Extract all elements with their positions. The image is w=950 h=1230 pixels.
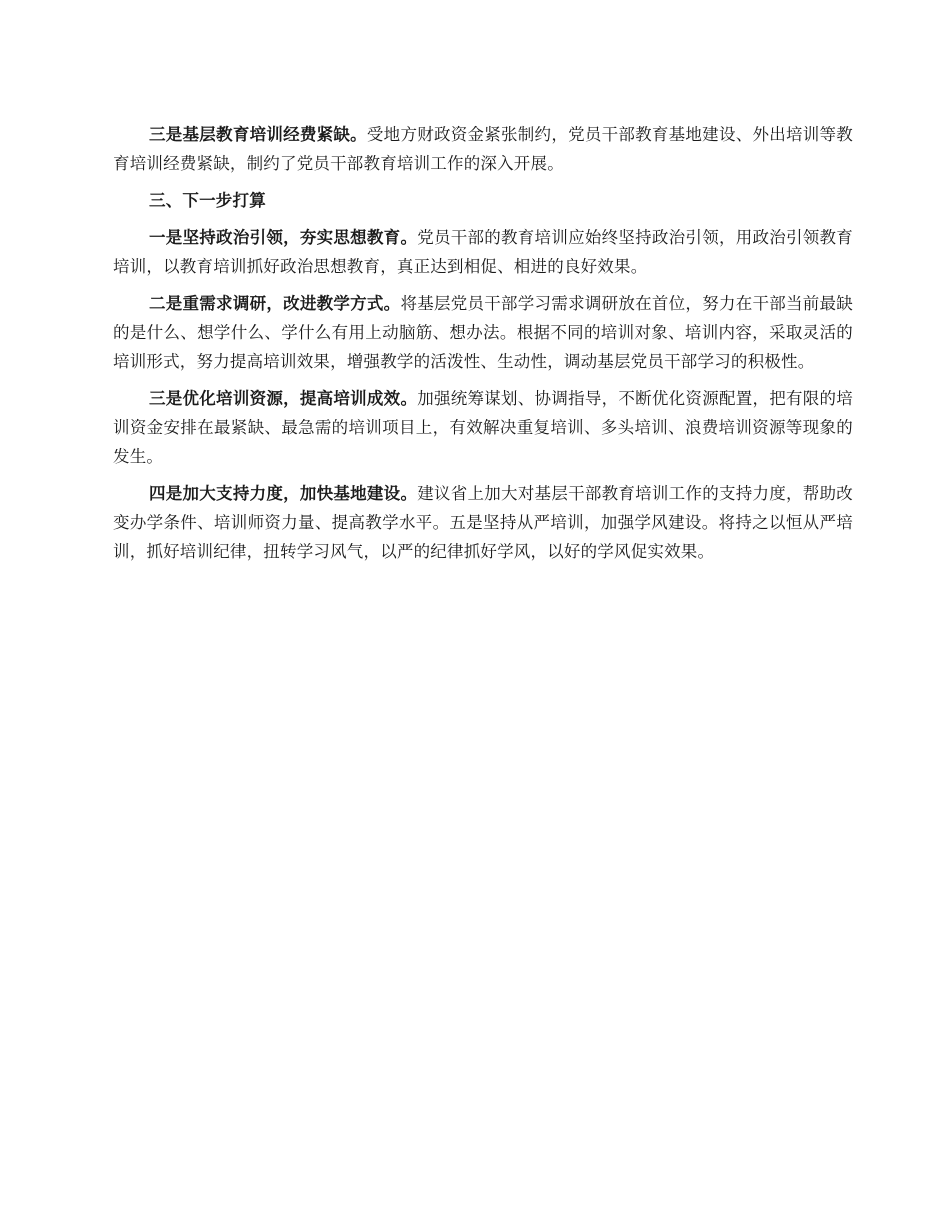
paragraph-text: 建议省上加大对基层干部教育培训工作的支持力度，帮助改变办学条件、培训师资力量、提高教学水平。五是坚持从严培训，加强学风建设。将持之以恒从严培训，抓好培训纪律，扭转学习风气，以严的纪律抓好学风，以好的学风促实效果。 — [113, 484, 854, 561]
paragraph-text: 将基层党员干部学习需求调研放在首位，努力在干部当前最缺的是什么、想学什么、学什么有用上动脑筋、想办法。根据不同的培训对象、培训内容，采取灵活的培训形式，努力提高培训效果，增强教学的活泼性、生动性，调动基层党员干部学习的积极性。 — [113, 294, 853, 371]
paragraph-lead: 三是基层教育培训经费紧缺。 — [149, 125, 367, 144]
paragraph-support-base — [113, 479, 853, 566]
paragraph-lead: 三是优化培训资源，提高培训成效。 — [149, 389, 418, 408]
paragraph-optimize-resources — [113, 384, 853, 471]
document-body — [113, 120, 853, 574]
paragraph-text: 加强统筹谋划、协调指导，不断优化资源配置，把有限的培训资金安排在最紧缺、最急需的培训项目上，有效解决重复培训、多头培训、浪费培训资源等现象的发生。 — [113, 389, 854, 466]
paragraph-text: 党员干部的教育培训应始终坚持政治引领，用政治引领教育培训，以教育培训抓好政治思想教育，真正达到相促、相进的良好效果。 — [113, 228, 854, 276]
section-heading-next-steps: 三、下一步打算 — [149, 191, 266, 210]
paragraph-lead: 四是加大支持力度，加快基地建设。 — [149, 484, 418, 503]
paragraph-lead: 二是重需求调研，改进教学方式。 — [149, 294, 401, 313]
paragraph-political-guidance — [113, 223, 853, 281]
paragraph-text: 受地方财政资金紧张制约，党员干部教育基地建设、外出培训等教育培训经费紧缺，制约了党员干部教育培训工作的深入开展。 — [113, 125, 853, 173]
paragraph-demand-research — [113, 289, 853, 376]
paragraph-funding-shortage — [113, 120, 853, 178]
paragraph-lead: 一是坚持政治引领，夯实思想教育。 — [149, 228, 418, 247]
